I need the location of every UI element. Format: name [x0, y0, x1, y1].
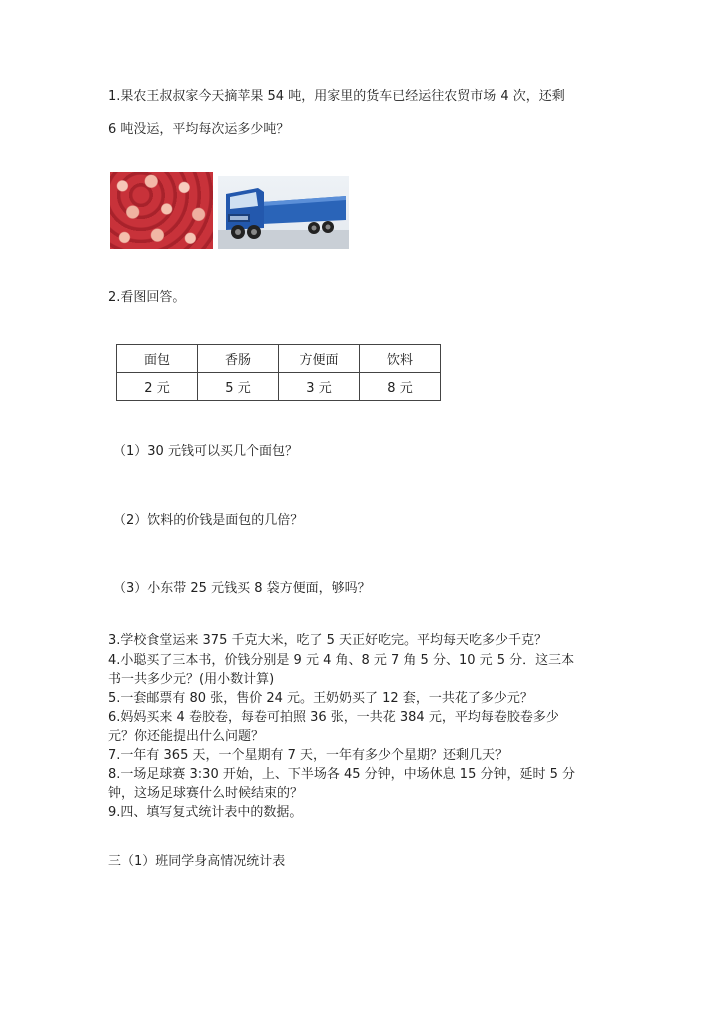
table-row: [117, 373, 441, 401]
question-5: 5.一套邮票有 80 张，售价 24 元。王奶奶买了 12 套，一共花了多少元？: [108, 691, 533, 706]
table-header-row: [117, 345, 441, 373]
question-2-sub-2: （2）饮料的价钱是面包的几倍？: [113, 513, 304, 528]
table-header-cell: 饮料: [360, 345, 441, 373]
question-2-title: 2.看图回答。: [108, 290, 186, 305]
question-3: 3.学校食堂运来 375 千克大米，吃了 5 天正好吃完。平均每天吃多少千克？: [108, 633, 548, 648]
price-table: [116, 344, 441, 401]
table-cell: 5 元: [198, 373, 279, 401]
question-9: 9.四、填写复式统计表中的数据。: [108, 805, 303, 820]
section-title: 三（1）班同学身高情况统计表: [108, 854, 286, 869]
table-header-cell: 面包: [117, 345, 198, 373]
question-7: 7.一年有 365 天，一个星期有 7 天，一年有多少个星期？还剩几天？: [108, 748, 509, 763]
question-8-line-2: 钟，这场足球赛什么时候结束的？: [108, 786, 304, 801]
truck-photo: [218, 176, 349, 249]
table-header-cell: 香肠: [198, 345, 279, 373]
table-header-cell: 方便面: [279, 345, 360, 373]
question-1-line-1: 1.果农王叔叔家今天摘苹果 54 吨，用家里的货车已经运往农贸市场 4 次，还剩: [108, 89, 565, 104]
question-8-line-1: 8.一场足球赛 3:30 开始，上、下半场各 45 分钟，中场休息 15 分钟，延时 5 分: [108, 767, 576, 782]
question-2-sub-1: （1）30 元钱可以买几个面包？: [113, 444, 298, 459]
apples-photo: [110, 172, 213, 249]
question-6-line-2: 元？你还能提出什么问题？: [108, 729, 265, 744]
question-2-sub-3: （3）小东带 25 元钱买 8 袋方便面，够吗？: [113, 581, 371, 596]
table-cell: 3 元: [279, 373, 360, 401]
question-1-line-2: 6 吨没运，平均每次运多少吨？: [108, 122, 290, 137]
question-4-line-1: 4.小聪买了三本书，价钱分别是 9 元 4 角、8 元 7 角 5 分、10 元 5 分．这三本: [108, 653, 575, 668]
question-6-line-1: 6.妈妈买来 4 卷胶卷，每卷可拍照 36 张，一共花 384 元，平均每卷胶卷多少: [108, 710, 559, 725]
question-4-line-2: 书一共多少元？(用小数计算): [108, 672, 275, 687]
table-cell: 2 元: [117, 373, 198, 401]
table-cell: 8 元: [360, 373, 441, 401]
